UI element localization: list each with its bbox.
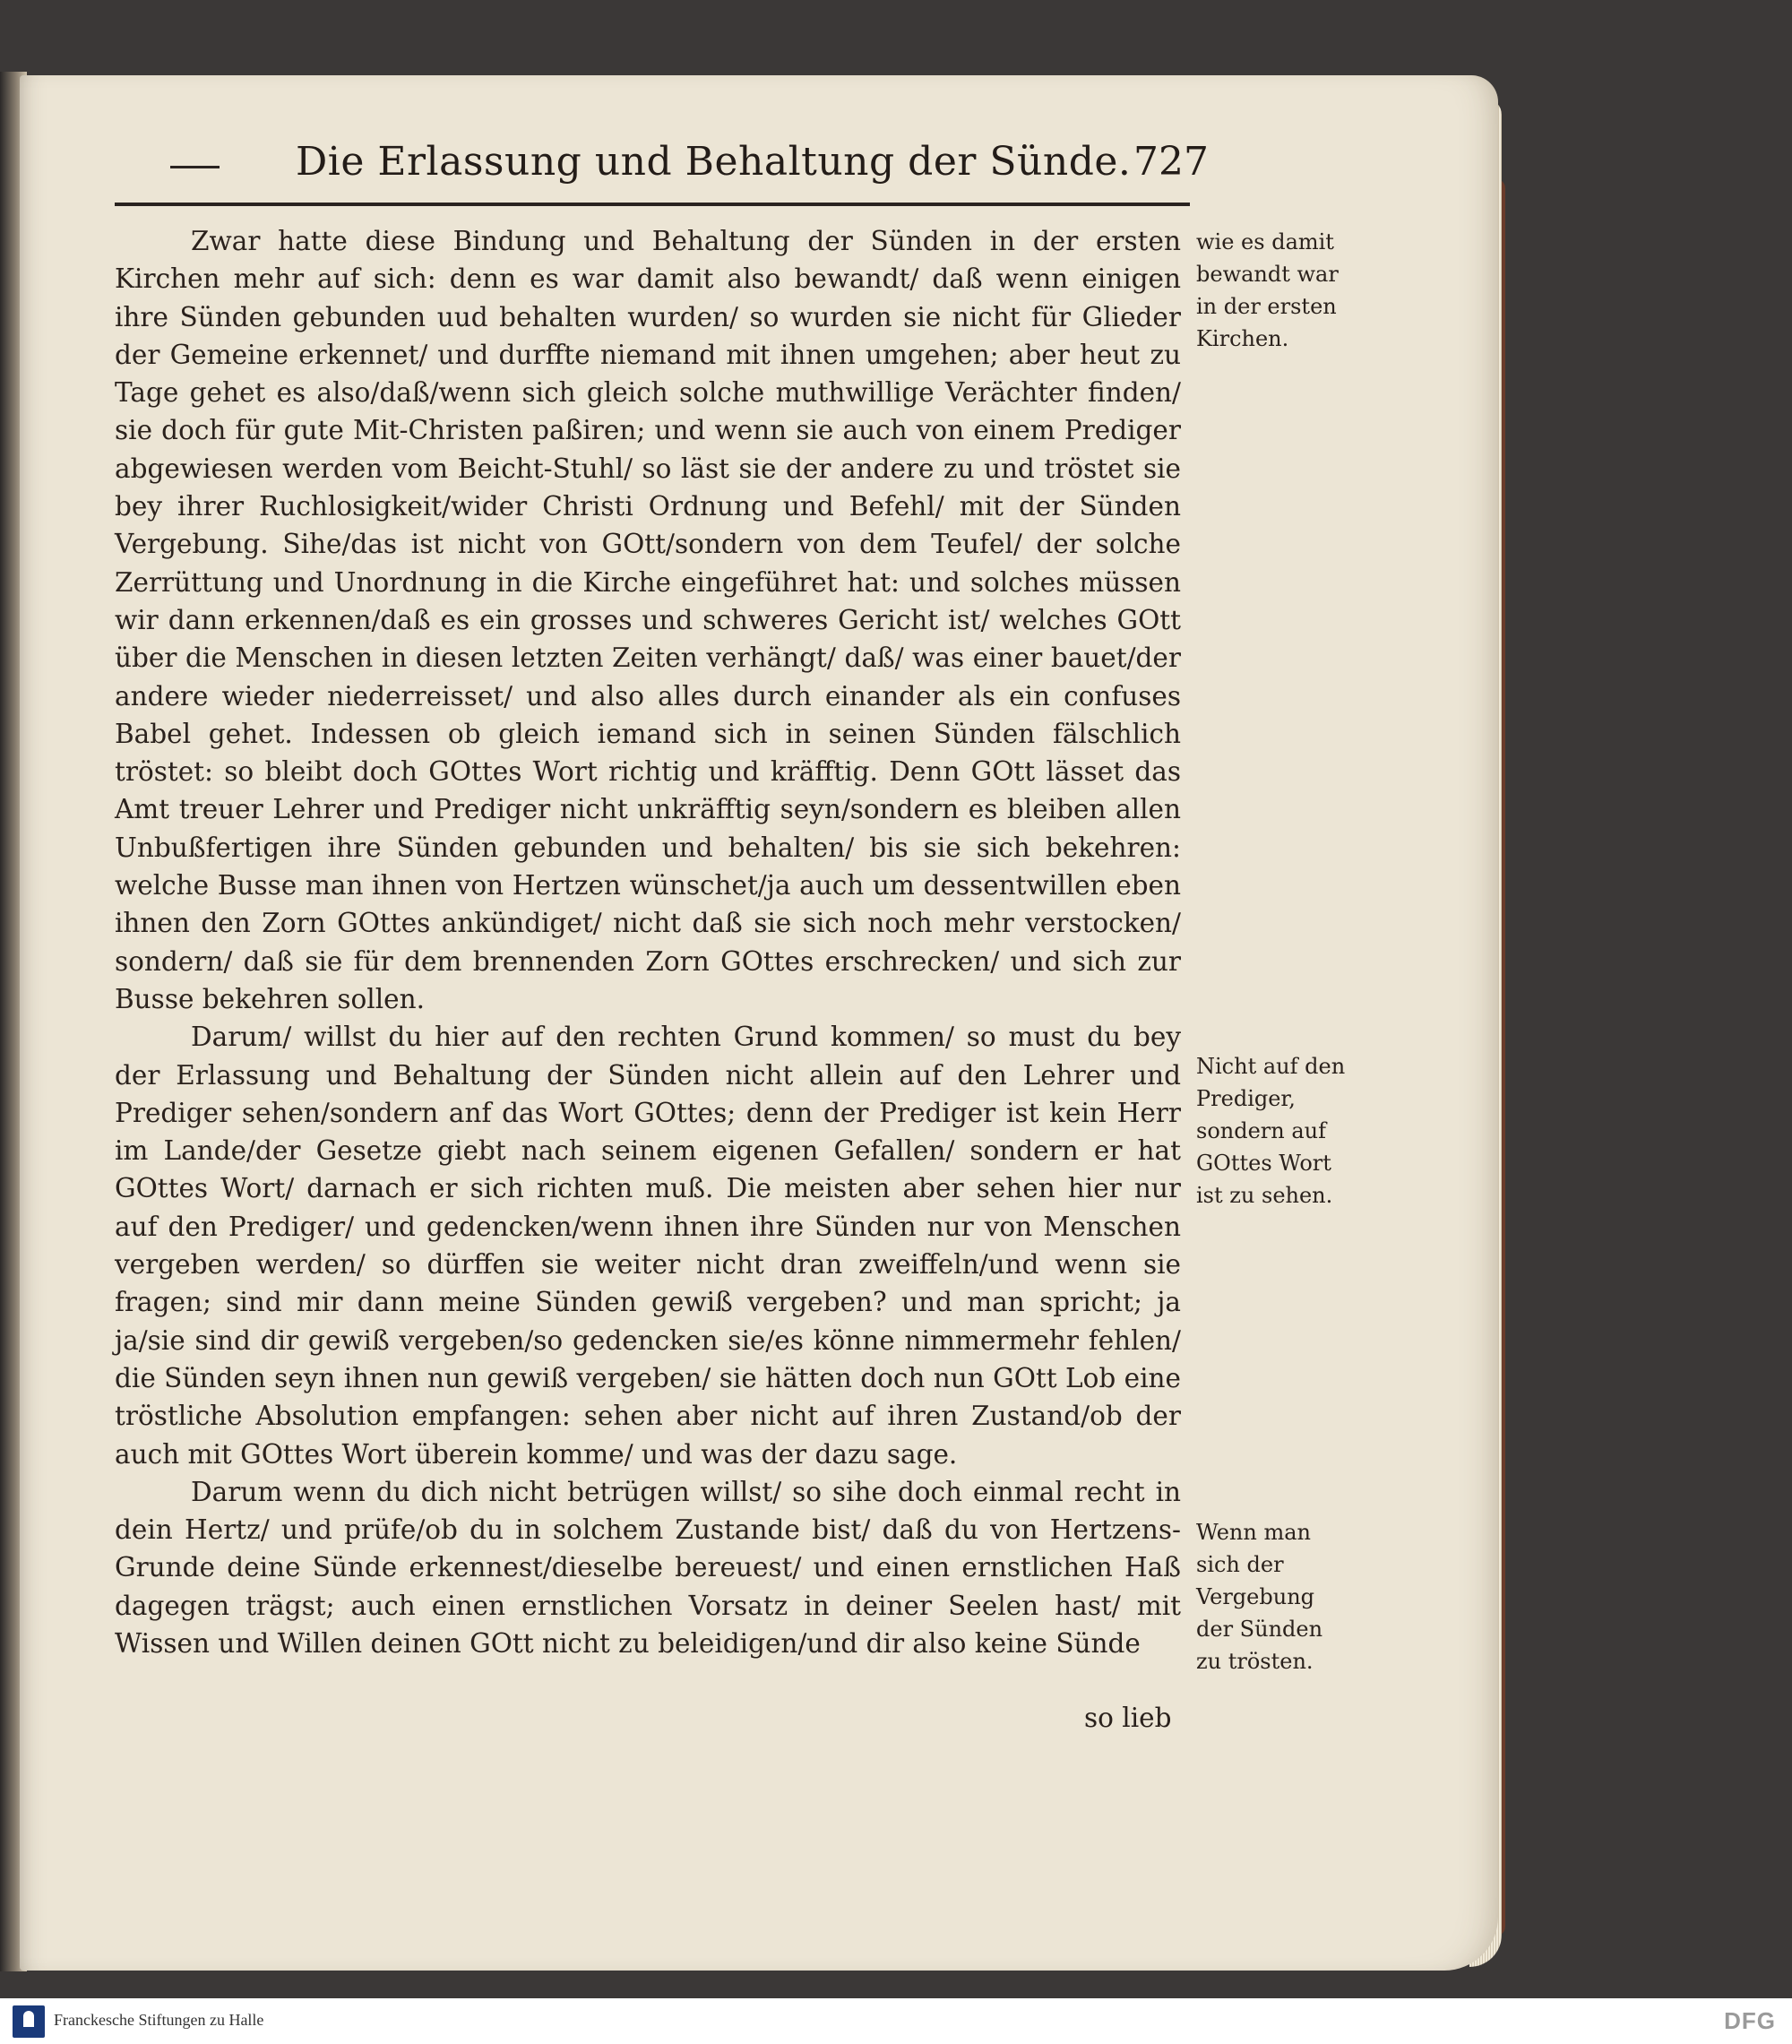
dfg-logo[interactable]: DFG: [1724, 2007, 1776, 2034]
page-header: [116, 139, 1209, 202]
page-number: 727: [1133, 139, 1209, 185]
institution-name[interactable]: Franckesche Stiftungen zu Halle: [54, 2011, 264, 2029]
margin-note: wie es damit bewandt war in der ersten Kirchen.: [1196, 229, 1339, 351]
institution-logo-icon: [13, 2005, 45, 2038]
catchword: so lieb: [1084, 1703, 1172, 1733]
main-text: [115, 222, 1181, 1662]
running-title: Die Erlassung und Behaltung der Sünde.: [296, 139, 1132, 185]
header-dash: [170, 166, 220, 168]
paragraph: Zwar hatte diese Bindung und Behaltung der Sünden in der ersten Kirchen mehr auf sich: denn es war damit also bewandt/ daß wenn einigen ihre Sünden gebunden uud behalten wurden/ so wurden sie nicht für Glieder der Gemeine erkennet/ und durffte niemand mit ihnen umgehen; aber heut zu Tage gehet es also/daß/wenn sich gleich solche muthwillige Verächter finden/ sie doch für gute Mit-Christen paßiren; und wenn sie auch von einem Prediger abgewiesen werden vom Beicht-Stuhl/ so läst sie der andere zu und tröstet sie bey ihrer Ruchlosigkeit/wider Christi Ordnung und Befehl/ mit der Sünden Vergebung. Sihe/das ist nicht von GOtt/sondern von dem Teufel/ der solche Zerrüttung und Unordnung in die Kirche eingeführet hat: und solches müssen wir dann erkennen/daß es ein grosses und schweres Gericht ist/ welches GOtt über die Menschen in diesen letzten Zeiten verhängt/ daß/ was einer bauet/der andere wieder niederreisset/ und also alles durch einander als ein confuses Babel gehet. Indessen ob gleich iemand sich in seinen Sünden fälschlich tröstet: so bleibt doch GOttes Wort richtig und kräfftig. Denn GOtt lässet das Amt treuer Lehrer und Prediger nicht unkräfftig seyn/sondern es bleiben allen Unbußfertigen ihre Sünden gebunden und behalten/ bis sie sich bekehren: welche Busse man ihnen von Hertzen wünschet/ja auch um dessentwillen eben ihnen den Zorn GOttes ankündiget/ nicht daß sie sich noch mehr verstocken/ sondern/ daß sie für dem brennenden Zorn GOttes erschrecken/ und sich zur Busse bekehren sollen.: [115, 226, 1181, 1014]
paragraph: Darum/ willst du hier auf den rechten Grund kommen/ so must du bey der Erlassung und Behaltung der Sünden nicht allein auf den Lehrer und Prediger sehen/sondern anf das Wort GOttes; denn der Prediger ist kein Herr im Lande/der Gesetze giebt nach seinem eigenen Gefallen/ sondern er hat GOttes Wort/ darnach er sich richten muß. Die meisten aber sehen hier nur auf den Prediger/ und gedencken/wenn ihnen ihre Sünden nur von Menschen vergeben werden/ so dürffen sie weiter nicht dran zweiffeln/und wenn sie fragen; sind mir dann meine Sünden gewiß vergeben? und man spricht; ja ja/sie sind dir gewiß vergeben/so gedencken sie/es könne nimmermehr fehlen/ die Sünden seyn ihnen nun gewiß vergeben/ sie hätten doch nun GOtt Lob eine tröstliche Absolution empfangen: sehen aber nicht auf ihren Zustand/ob der auch mit GOttes Wort überein komme/ und was der dazu sage.: [115, 1022, 1181, 1470]
margin-note: Nicht auf den Prediger, sondern auf GOttes Wort ist zu sehen.: [1196, 1054, 1346, 1208]
viewer-footer: [0, 1998, 1792, 2044]
margin-note: Wenn man sich der Vergebung der Sünden zu trösten.: [1196, 1520, 1323, 1674]
header-rule: [115, 203, 1190, 206]
paragraph: Darum wenn du dich nicht betrügen willst/ so sihe doch einmal recht in dein Hertz/ und prüfe/ob du in solchem Zustande bist/ daß du von Hertzens-Grunde deine Sünde erkennest/dieselbe bereuest/ und einen ernstlichen Haß dagegen trägst; auch einen ernstlichen Vorsatz in deiner Seelen hast/ mit Wissen und Willen deinen GOtt nicht zu beleidigen/und dir also keine Sünde: [115, 1476, 1181, 1659]
